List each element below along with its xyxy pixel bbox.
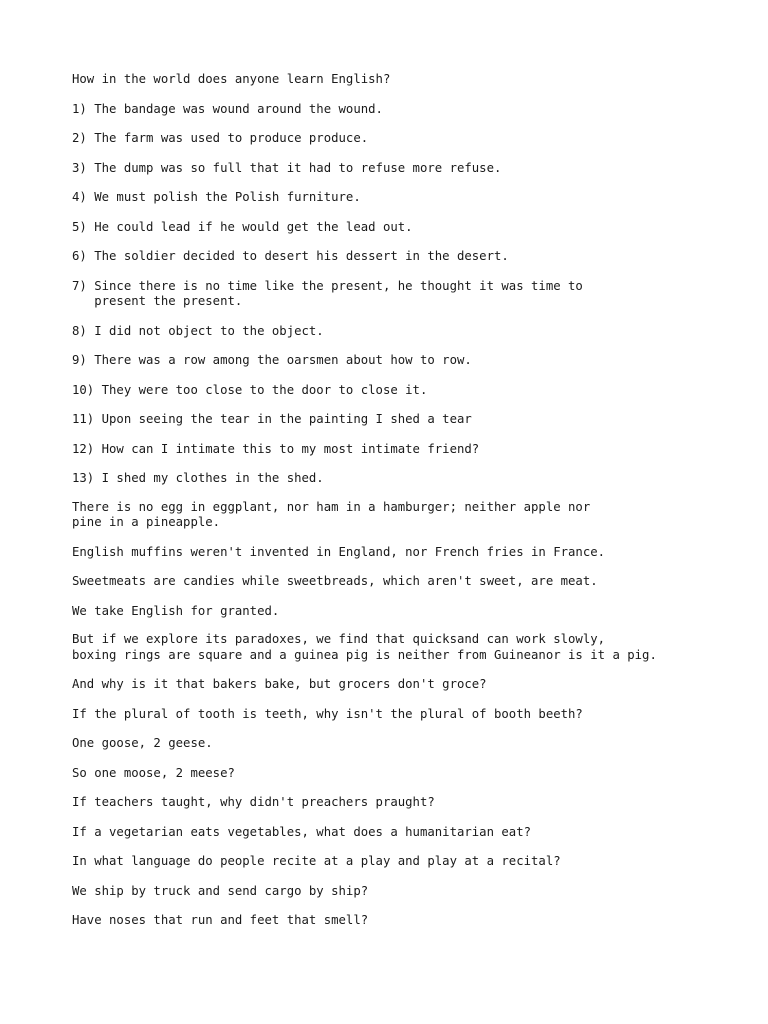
paragraph-tooth: If the plural of tooth is teeth, why isn't the plural of booth beeth? [72,706,583,721]
numbered-item-6: 6) The soldier decided to desert his dessert in the desert. [72,249,509,263]
paragraph-muffins: English muffins weren't invented in England, nor French fries in France. [72,544,606,559]
paragraph-eggplant: There is no egg in eggplant, nor ham in a hamburger; neither apple nor pine in a pineapple. [72,499,591,529]
paragraph-vegetarian: If a vegetarian eats vegetables, what does a humanitarian eat? [72,824,532,839]
paragraph-moose: So one moose, 2 meese? [72,765,235,780]
numbered-item-7: 7) Since there is no time like the present, he thought it was time to present the present. [72,278,583,308]
numbered-item-5: 5) He could lead if he would get the lead out. [72,219,413,234]
numbered-item-3: 3) The dump was so full that it had to refuse more refuse. [72,160,502,175]
document-page [72,72,732,929]
paragraph-teachers: If teachers taught, why didn't preachers praught? [72,795,435,809]
numbered-item-2: 2) The farm was used to produce produce. [72,131,369,145]
paragraph-goose: One goose, 2 geese. [72,736,213,750]
paragraph-noses: Have noses that run and feet that smell? [72,913,369,927]
paragraph-ship: We ship by truck and send cargo by ship? [72,883,369,898]
numbered-item-9: 9) There was a row among the oarsmen about how to row. [72,353,472,367]
paragraph-recital: In what language do people recite at a play and play at a recital? [72,854,561,868]
numbered-item-4: 4) We must polish the Polish furniture. [72,190,361,204]
numbered-item-1: 1) The bandage was wound around the wound. [72,101,383,116]
numbered-item-13: 13) I shed my clothes in the shed. [72,471,324,485]
document-title: How in the world does anyone learn English? [72,72,391,86]
numbered-item-11: 11) Upon seeing the tear in the painting I shed a tear [72,412,472,426]
paragraph-sweetmeats: Sweetmeats are candies while sweetbreads, which aren't sweet, are meat. [72,574,598,588]
paragraph-granted: We take English for granted. [72,603,280,618]
paragraph-paradoxes: But if we explore its paradoxes, we find that quicksand can work slowly, boxing rings are square and a guinea pig is neither from Guineanor is it a pig. [72,632,657,662]
numbered-item-8: 8) I did not object to the object. [72,323,324,338]
paragraph-bakers: And why is it that bakers bake, but grocers don't groce? [72,677,487,691]
numbered-item-12: 12) How can I intimate this to my most intimate friend? [72,441,480,456]
numbered-item-10: 10) They were too close to the door to close it. [72,382,428,397]
